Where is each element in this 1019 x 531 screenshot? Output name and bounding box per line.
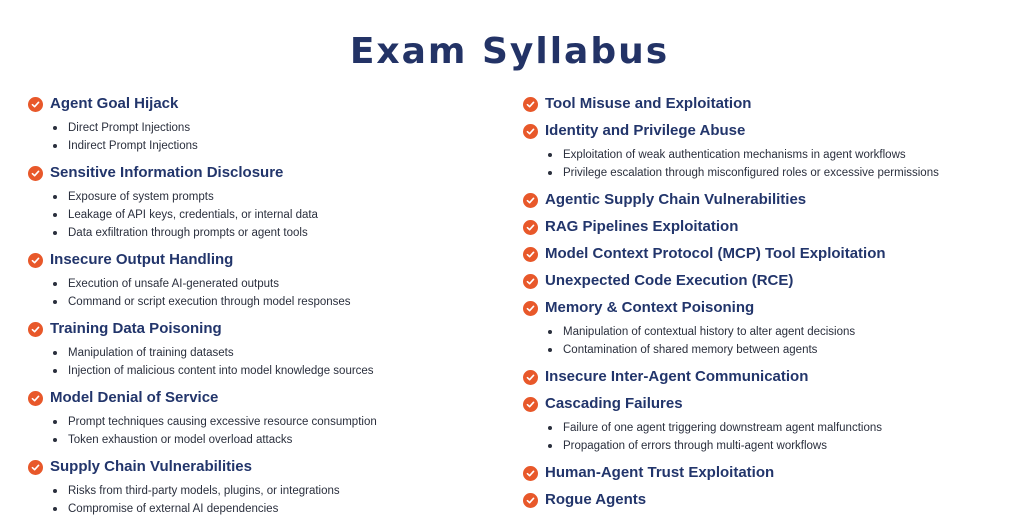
check-circle-icon [28, 391, 43, 406]
check-circle-icon [523, 124, 538, 139]
section-heading [28, 319, 498, 339]
page-title: Exam Syllabus [349, 31, 670, 73]
section-heading [523, 94, 1003, 114]
section-heading [523, 217, 1003, 237]
section-heading-label: Model Denial of Service [50, 389, 219, 406]
section-heading-label: Agentic Supply Chain Vulnerabilities [545, 191, 807, 208]
section-heading-label: Tool Misuse and Exploitation [545, 95, 752, 112]
bullet-item: Risks from third-party models, plugins, or integrations [50, 482, 498, 500]
section-heading [28, 163, 498, 183]
bullet-item: Manipulation of training datasets [50, 344, 498, 362]
bullet-item: Execution of unsafe AI-generated outputs [50, 275, 498, 293]
section-heading [523, 190, 1003, 210]
check-circle-icon [523, 220, 538, 235]
section-bullet-list [28, 482, 498, 518]
syllabus-section-sensitive-information-disclosure [28, 163, 498, 242]
section-heading [28, 250, 498, 270]
syllabus-section-insecure-inter-agent-communication [523, 367, 1003, 387]
section-heading-label: RAG Pipelines Exploitation [545, 218, 739, 235]
check-circle-icon [523, 370, 538, 385]
section-heading [523, 121, 1003, 141]
section-heading [28, 457, 498, 477]
section-heading [523, 271, 1003, 291]
section-heading-label: Agent Goal Hijack [50, 95, 179, 112]
bullet-item: Leakage of API keys, credentials, or internal data [50, 206, 498, 224]
section-heading-label: Model Context Protocol (MCP) Tool Exploitation [545, 245, 886, 262]
section-heading-label: Sensitive Information Disclosure [50, 164, 284, 181]
section-bullet-list [523, 419, 1003, 455]
section-heading-label: Insecure Output Handling [50, 251, 234, 268]
section-bullet-list [523, 323, 1003, 359]
check-circle-icon [523, 247, 538, 262]
section-heading [523, 463, 1003, 483]
section-heading [28, 388, 498, 408]
section-heading-label: Unexpected Code Execution (RCE) [545, 272, 794, 289]
syllabus-section-rogue-agents [523, 490, 1003, 510]
section-heading-label: Supply Chain Vulnerabilities [50, 458, 252, 475]
section-bullet-list [28, 344, 498, 380]
syllabus-section-cascading-failures [523, 394, 1003, 455]
syllabus-section-supply-chain-vulnerabilities [28, 457, 498, 518]
check-circle-icon [28, 322, 43, 337]
section-heading-label: Training Data Poisoning [50, 320, 222, 337]
check-circle-icon [523, 493, 538, 508]
syllabus-section-tool-misuse-and-exploitation [523, 94, 1003, 114]
syllabus-section-human-agent-trust-exploitation [523, 463, 1003, 483]
bullet-item: Data exfiltration through prompts or agent tools [50, 224, 498, 242]
section-heading [523, 367, 1003, 387]
check-circle-icon [28, 253, 43, 268]
bullet-item: Token exhaustion or model overload attacks [50, 431, 498, 449]
check-circle-icon [523, 193, 538, 208]
check-circle-icon [523, 301, 538, 316]
check-circle-icon [28, 460, 43, 475]
check-circle-icon [523, 97, 538, 112]
check-circle-icon [523, 466, 538, 481]
section-heading [28, 94, 498, 114]
syllabus-section-model-denial-of-service [28, 388, 498, 449]
section-bullet-list [28, 275, 498, 311]
section-heading [523, 490, 1003, 510]
bullet-item: Compromise of external AI dependencies [50, 500, 498, 518]
bullet-item: Propagation of errors through multi-agent workflows [545, 437, 1003, 455]
bullet-item: Failure of one agent triggering downstream agent malfunctions [545, 419, 1003, 437]
syllabus-section-agent-goal-hijack [28, 94, 498, 155]
syllabus-section-memory-context-poisoning [523, 298, 1003, 359]
bullet-item: Privilege escalation through misconfigured roles or excessive permissions [545, 164, 1003, 182]
check-circle-icon [523, 274, 538, 289]
bullet-item: Direct Prompt Injections [50, 119, 498, 137]
bullet-item: Indirect Prompt Injections [50, 137, 498, 155]
bullet-item: Prompt techniques causing excessive resource consumption [50, 413, 498, 431]
section-heading-label: Cascading Failures [545, 395, 683, 412]
section-heading [523, 244, 1003, 264]
check-circle-icon [28, 166, 43, 181]
syllabus-section-training-data-poisoning [28, 319, 498, 380]
section-heading-label: Human-Agent Trust Exploitation [545, 464, 775, 481]
syllabus-section-identity-and-privilege-abuse [523, 121, 1003, 182]
section-bullet-list [523, 146, 1003, 182]
bullet-item: Contamination of shared memory between agents [545, 341, 1003, 359]
syllabus-section-model-context-protocol-mcp-tool-exploitation [523, 244, 1003, 264]
syllabus-section-rag-pipelines-exploitation [523, 217, 1003, 237]
section-heading [523, 298, 1003, 318]
bullet-item: Manipulation of contextual history to alter agent decisions [545, 323, 1003, 341]
section-heading-label: Memory & Context Poisoning [545, 299, 755, 316]
bullet-item: Exploitation of weak authentication mechanisms in agent workflows [545, 146, 1003, 164]
check-circle-icon [523, 397, 538, 412]
bullet-item: Command or script execution through model responses [50, 293, 498, 311]
section-bullet-list [28, 413, 498, 449]
bullet-item: Exposure of system prompts [50, 188, 498, 206]
syllabus-right-column [523, 94, 1003, 517]
section-heading-label: Insecure Inter-Agent Communication [545, 368, 809, 385]
bullet-item: Injection of malicious content into model knowledge sources [50, 362, 498, 380]
check-circle-icon [28, 97, 43, 112]
section-bullet-list [28, 119, 498, 155]
syllabus-section-insecure-output-handling [28, 250, 498, 311]
section-bullet-list [28, 188, 498, 242]
section-heading-label: Identity and Privilege Abuse [545, 122, 746, 139]
syllabus-left-column [28, 94, 498, 526]
section-heading-label: Rogue Agents [545, 491, 647, 508]
section-heading [523, 394, 1003, 414]
syllabus-section-unexpected-code-execution-rce [523, 271, 1003, 291]
syllabus-section-agentic-supply-chain-vulnerabilities [523, 190, 1003, 210]
